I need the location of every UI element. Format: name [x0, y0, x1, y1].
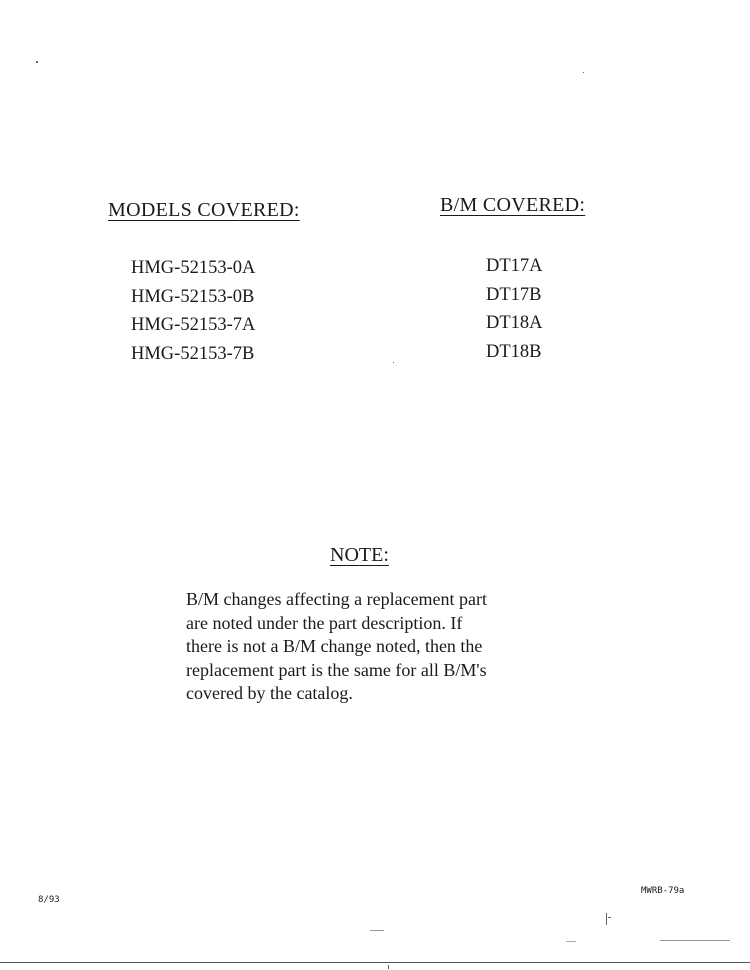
scan-speck	[608, 917, 611, 918]
date-code: 8/93	[38, 895, 60, 905]
model-item: HMG-52153-7B	[131, 343, 255, 364]
scan-speck	[606, 913, 607, 925]
bm-item: DT17B	[486, 284, 542, 305]
note-body	[186, 588, 546, 706]
note-line: replacement part is the same for all B/M's	[186, 659, 487, 680]
note-heading: NOTE:	[330, 544, 389, 566]
scan-dash	[370, 930, 384, 931]
note-line: covered by the catalog.	[186, 683, 353, 703]
bottom-rule	[0, 962, 750, 963]
scan-speck	[388, 965, 389, 969]
bm-list	[486, 252, 543, 366]
bm-item: DT18B	[486, 341, 542, 362]
note-line: B/M changes affecting a replacement part	[186, 589, 488, 609]
bm-item: DT18A	[486, 313, 543, 333]
models-covered-heading: MODELS COVERED:	[108, 199, 300, 221]
bm-covered-heading: B/M COVERED:	[440, 194, 586, 216]
document-code: MWRB-79a	[641, 886, 685, 896]
model-item: HMG-52153-7A	[131, 315, 256, 335]
models-list	[131, 254, 255, 368]
note-line: there is not a B/M change noted, then the	[186, 636, 483, 656]
model-item: HMG-52153-0B	[131, 286, 255, 307]
scan-dash	[660, 940, 730, 941]
scan-speck	[583, 72, 584, 73]
scan-speck	[36, 61, 38, 63]
note-line: are noted under the part description. If	[186, 612, 463, 633]
scan-speck	[393, 362, 394, 363]
model-item: HMG-52153-0A	[131, 258, 256, 278]
bm-item: DT17A	[486, 256, 543, 276]
scan-dash	[566, 941, 576, 942]
